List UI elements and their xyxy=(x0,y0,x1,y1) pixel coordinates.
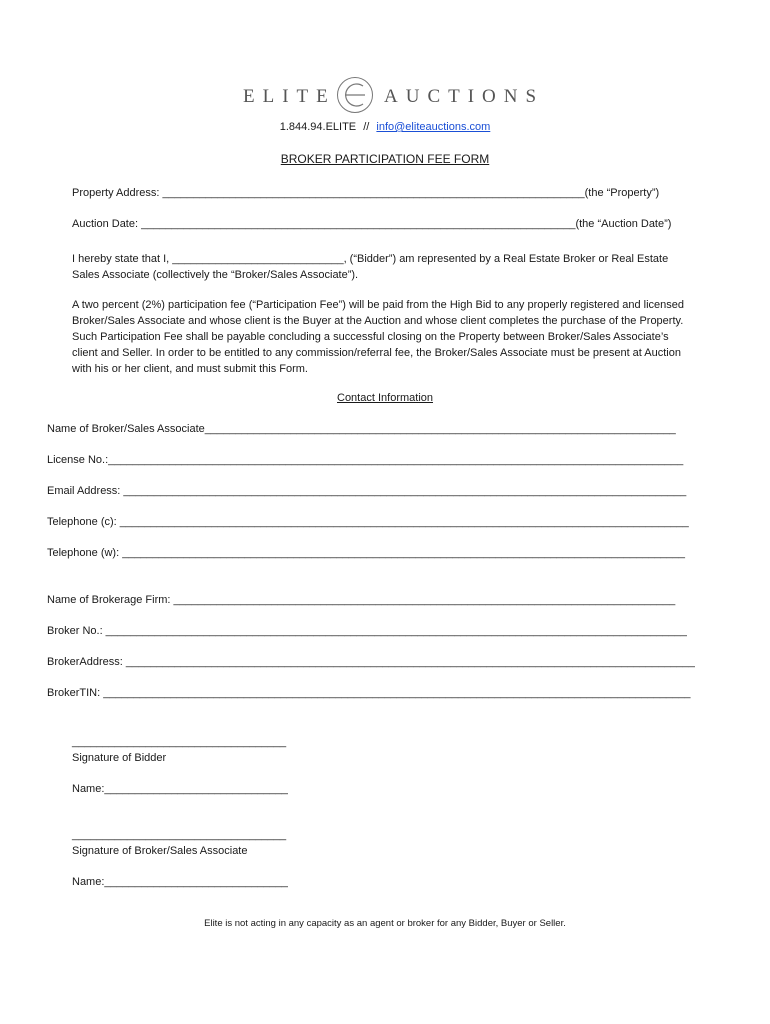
telephone-cell-field[interactable]: Telephone (c): _____________________________________________________________________________________________ xyxy=(47,516,689,528)
email-link[interactable]: info@eliteauctions.com xyxy=(376,121,491,133)
contact-information-heading: Contact Information xyxy=(337,392,433,404)
logo-emblem-icon xyxy=(336,76,374,114)
broker-signature-label: Signature of Broker/Sales Associate xyxy=(72,845,248,857)
phone-number: 1.844.94.ELITE xyxy=(279,121,357,133)
auction-date-field[interactable]: Auction Date: _______________________________________________________________________(the “Auction Date”) xyxy=(72,218,672,230)
license-number-field[interactable]: License No.:______________________________________________________________________________________________ xyxy=(47,454,684,466)
broker-signature-line[interactable]: ___________________________________ xyxy=(72,829,287,841)
broker-name-field[interactable]: Name:______________________________ xyxy=(72,876,288,888)
bidder-signature-label: Signature of Bidder xyxy=(72,752,167,764)
broker-number-field[interactable]: Broker No.: _______________________________________________________________________________________________ xyxy=(47,625,687,637)
bidder-signature-line[interactable]: ___________________________________ xyxy=(72,736,287,748)
logo-text-right: AUCTIONS xyxy=(384,86,545,107)
contact-line xyxy=(0,121,770,133)
bidder-name-field[interactable]: Name:______________________________ xyxy=(72,783,288,795)
brokerage-firm-field[interactable]: Name of Brokerage Firm: __________________________________________________________________________________ xyxy=(47,594,676,606)
broker-address-field[interactable]: BrokerAddress: _____________________________________________________________________________________________ xyxy=(47,656,695,668)
disclaimer-footer: Elite is not acting in any capacity as an agent or broker for any Bidder, Buyer or Seller. xyxy=(204,918,566,929)
email-address-field[interactable]: Email Address: ____________________________________________________________________________________________ xyxy=(47,485,687,497)
separator: // xyxy=(363,121,370,133)
broker-tin-field[interactable]: BrokerTIN: ________________________________________________________________________________________________ xyxy=(47,687,691,699)
participation-fee-paragraph: A two percent (2%) participation fee (“Participation Fee”) will be paid from the High Bid to any properly registered and licensed Broker/Sales Associate and whose client is the Buyer at the Auction and whose client completes the purchase of the Property. Such Participation Fee shall be payable concluding a successful closing on the Property between Broker/Sales Associate’s client and Seller. In order to be entitled to any commission/referral fee, the Broker/Sales Associate must be present at Auction with his or her client, and must submit this Form. xyxy=(72,299,685,375)
telephone-work-field[interactable]: Telephone (w): ____________________________________________________________________________________________ xyxy=(47,547,686,559)
broker-name-field[interactable]: Name of Broker/Sales Associate_____________________________________________________________________________ xyxy=(47,423,676,435)
form-title: BROKER PARTICIPATION FEE FORM xyxy=(280,152,490,166)
bidder-statement-paragraph: I hereby state that I, ____________________________, (“Bidder”) am represented by a Real Estate Broker or Real Estate Sales Associate (collectively the “Broker/Sales Associate”). xyxy=(72,253,669,281)
property-address-field[interactable]: Property Address: _____________________________________________________________________(the “Property”) xyxy=(72,187,660,199)
logo-text-left: ELITE xyxy=(243,86,336,107)
